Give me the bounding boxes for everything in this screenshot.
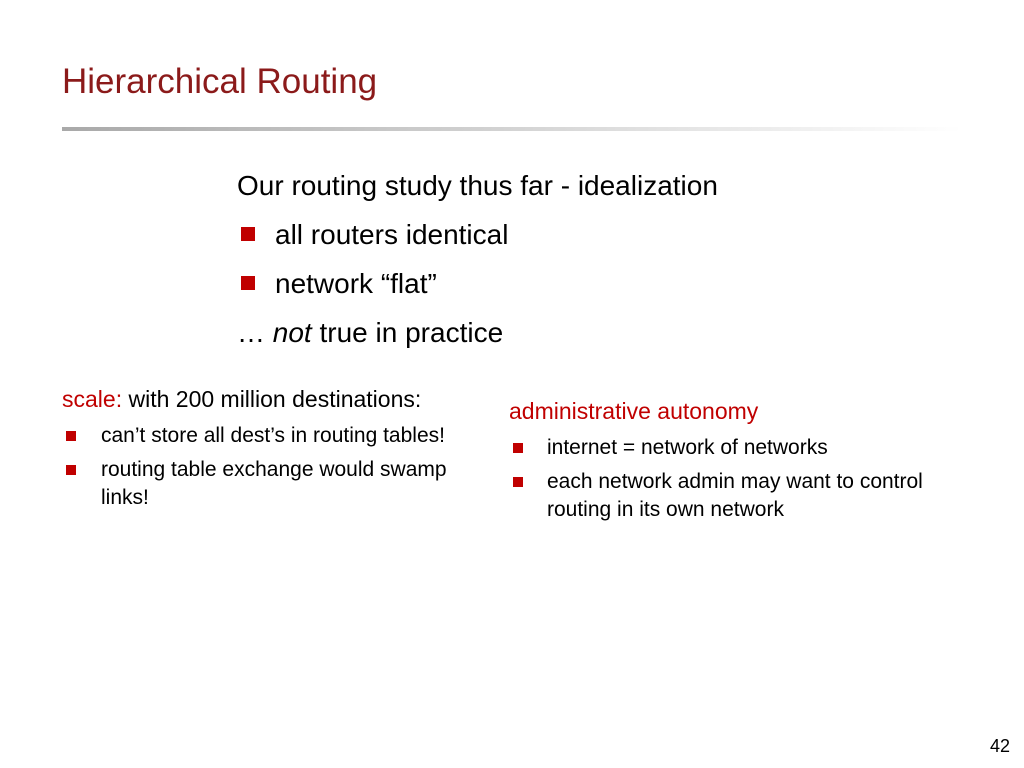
- scale-bullet-list: [62, 422, 462, 512]
- scale-column: [62, 384, 462, 518]
- closing-suffix: true in practice: [311, 317, 504, 348]
- scale-text: with 200 million destinations:: [122, 386, 422, 412]
- list-item: [509, 434, 949, 462]
- scale-heading: [62, 384, 462, 414]
- list-item: [509, 468, 949, 524]
- intro-bullet: [237, 264, 937, 313]
- intro-bullet-text: network “flat”: [275, 268, 437, 299]
- square-bullet-icon: [513, 477, 523, 487]
- scale-label: scale:: [62, 386, 123, 412]
- autonomy-column: [509, 396, 949, 530]
- list-item: [62, 422, 462, 450]
- list-item-text: routing table exchange would swamp links!: [101, 458, 447, 509]
- square-bullet-icon: [241, 227, 255, 241]
- square-bullet-icon: [66, 465, 76, 475]
- closing-prefix: …: [237, 317, 273, 348]
- intro-bullet-text: all routers identical: [275, 219, 509, 250]
- intro-heading: Our routing study thus far - idealization: [237, 170, 718, 201]
- intro-bullet: [237, 215, 937, 264]
- square-bullet-icon: [66, 431, 76, 441]
- list-item: [62, 456, 462, 512]
- square-bullet-icon: [513, 443, 523, 453]
- page-number: 42: [989, 736, 1010, 756]
- intro-closing: [237, 313, 937, 362]
- title-divider: [62, 127, 962, 131]
- slide-title: Hierarchical Routing: [62, 62, 378, 101]
- closing-emphasis: not: [272, 317, 312, 348]
- autonomy-bullet-list: [509, 434, 949, 524]
- intro-block: [237, 166, 937, 362]
- list-item-text: each network admin may want to control routing in its own network: [547, 470, 923, 521]
- list-item-text: internet = network of networks: [547, 436, 828, 459]
- list-item-text: can’t store all dest’s in routing tables!: [101, 424, 445, 447]
- autonomy-heading: administrative autonomy: [509, 398, 759, 424]
- square-bullet-icon: [241, 276, 255, 290]
